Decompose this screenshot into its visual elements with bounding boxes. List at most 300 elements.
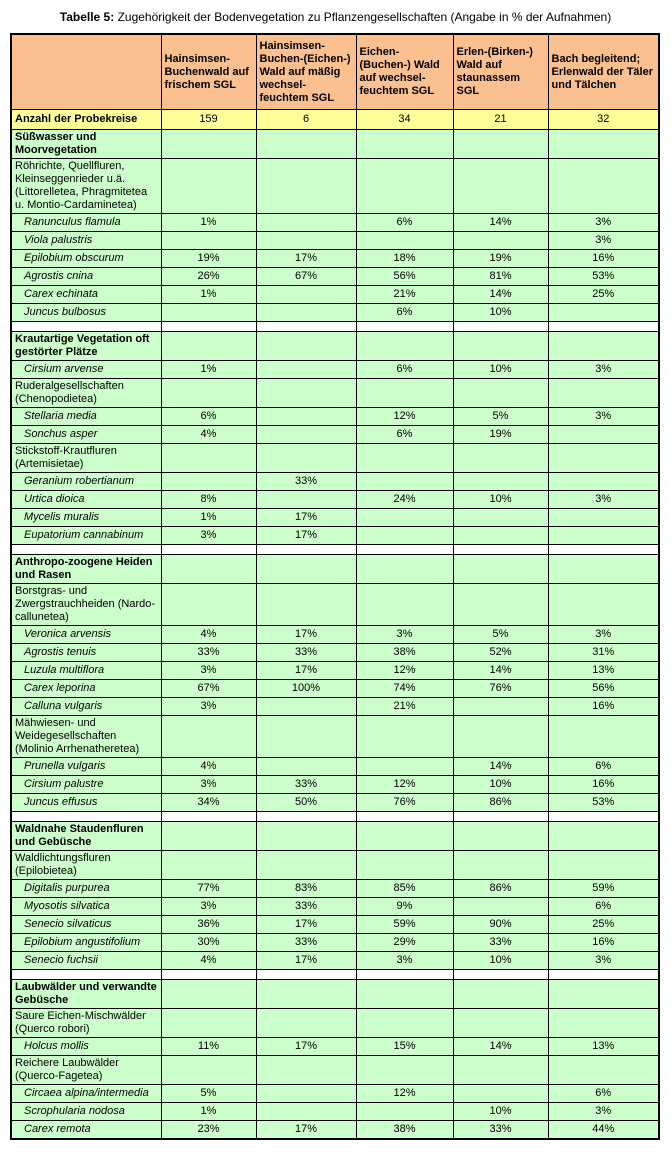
- value-cell: [453, 1056, 548, 1085]
- value-cell: [453, 555, 548, 584]
- value-cell: [161, 584, 256, 626]
- section-row: [11, 822, 659, 851]
- row-label: Luzula multiflora: [11, 662, 161, 680]
- value-cell: 44%: [548, 1121, 659, 1140]
- row-label: Urtica dioica: [11, 491, 161, 509]
- value-cell: 67%: [256, 268, 356, 286]
- value-cell: 8%: [161, 491, 256, 509]
- value-cell: 3%: [548, 491, 659, 509]
- row-label: Calluna vulgaris: [11, 698, 161, 716]
- subgroup-row: [11, 444, 659, 473]
- value-cell: [256, 1056, 356, 1085]
- value-cell: [453, 527, 548, 545]
- value-cell: 19%: [453, 250, 548, 268]
- value-cell: 1%: [161, 1103, 256, 1121]
- value-cell: [161, 130, 256, 159]
- species-row: [11, 250, 659, 268]
- row-label: Stellaria media: [11, 408, 161, 426]
- value-cell: [356, 822, 453, 851]
- value-cell: 3%: [161, 776, 256, 794]
- column-header-2: Hainsimsen-Buchen-(Eichen-) Wald auf mäßig wechsel-feuchtem SGL: [256, 34, 356, 110]
- value-cell: [453, 812, 548, 822]
- value-cell: 3%: [161, 662, 256, 680]
- value-cell: [548, 444, 659, 473]
- value-cell: [356, 159, 453, 214]
- value-cell: [453, 980, 548, 1009]
- column-header-3: Eichen-(Buchen-) Wald auf wechsel-feuchtem SGL: [356, 34, 453, 110]
- row-label: Laubwälder und verwandte Gebüsche: [11, 980, 161, 1009]
- table-body: [11, 110, 659, 1140]
- value-cell: 33%: [256, 473, 356, 491]
- value-cell: 3%: [356, 952, 453, 970]
- value-cell: 5%: [161, 1085, 256, 1103]
- value-cell: [453, 232, 548, 250]
- row-label: Viola palustris: [11, 232, 161, 250]
- species-row: [11, 934, 659, 952]
- row-label: Carex echinata: [11, 286, 161, 304]
- value-cell: 1%: [161, 361, 256, 379]
- value-cell: [256, 716, 356, 758]
- value-cell: 6%: [548, 1085, 659, 1103]
- row-label: Mycelis muralis: [11, 509, 161, 527]
- value-cell: 4%: [161, 426, 256, 444]
- value-cell: 6%: [548, 898, 659, 916]
- row-label: Scrophularia nodosa: [11, 1103, 161, 1121]
- value-cell: 12%: [356, 776, 453, 794]
- value-cell: [548, 812, 659, 822]
- count-row: [11, 110, 659, 130]
- value-cell: 3%: [356, 626, 453, 644]
- value-cell: [453, 851, 548, 880]
- value-cell: [548, 473, 659, 491]
- row-label: Senecio fuchsii: [11, 952, 161, 970]
- value-cell: [161, 332, 256, 361]
- value-cell: 33%: [453, 1121, 548, 1140]
- subgroup-row: [11, 379, 659, 408]
- row-label: Waldlichtungsfluren (Epilobietea): [11, 851, 161, 880]
- value-cell: [453, 332, 548, 361]
- value-cell: 34: [356, 110, 453, 130]
- value-cell: 17%: [256, 250, 356, 268]
- row-label: Süßwasser und Moorvegetation: [11, 130, 161, 159]
- value-cell: [256, 214, 356, 232]
- value-cell: [453, 1085, 548, 1103]
- value-cell: 11%: [161, 1038, 256, 1056]
- row-label: Krautartige Vegetation oft gestörter Plätze: [11, 332, 161, 361]
- value-cell: 1%: [161, 286, 256, 304]
- value-cell: [256, 322, 356, 332]
- value-cell: 3%: [548, 1103, 659, 1121]
- value-cell: 100%: [256, 680, 356, 698]
- value-cell: 1%: [161, 214, 256, 232]
- value-cell: [453, 379, 548, 408]
- value-cell: 15%: [356, 1038, 453, 1056]
- species-row: [11, 473, 659, 491]
- value-cell: [356, 758, 453, 776]
- value-cell: 53%: [548, 268, 659, 286]
- species-row: [11, 509, 659, 527]
- value-cell: 3%: [548, 361, 659, 379]
- value-cell: 16%: [548, 934, 659, 952]
- value-cell: 3%: [548, 626, 659, 644]
- value-cell: 25%: [548, 916, 659, 934]
- vegetation-table: [10, 33, 660, 1140]
- value-cell: 6: [256, 110, 356, 130]
- value-cell: [256, 698, 356, 716]
- value-cell: 36%: [161, 916, 256, 934]
- subgroup-row: [11, 159, 659, 214]
- species-row: [11, 1038, 659, 1056]
- value-cell: 14%: [453, 758, 548, 776]
- value-cell: [256, 408, 356, 426]
- value-cell: [548, 332, 659, 361]
- species-row: [11, 916, 659, 934]
- value-cell: [161, 1056, 256, 1085]
- value-cell: 34%: [161, 794, 256, 812]
- value-cell: [453, 1009, 548, 1038]
- value-cell: [256, 286, 356, 304]
- value-cell: 13%: [548, 662, 659, 680]
- value-cell: [548, 970, 659, 980]
- subgroup-row: [11, 851, 659, 880]
- section-row: [11, 980, 659, 1009]
- value-cell: [256, 130, 356, 159]
- value-cell: [548, 1009, 659, 1038]
- row-label: Stickstoff-Krautfluren (Artemisietae): [11, 444, 161, 473]
- value-cell: [548, 426, 659, 444]
- species-row: [11, 214, 659, 232]
- section-row: [11, 332, 659, 361]
- value-cell: 6%: [356, 361, 453, 379]
- value-cell: [548, 527, 659, 545]
- row-label: Agrostis cnina: [11, 268, 161, 286]
- row-label: Anzahl der Probekreise: [11, 110, 161, 130]
- table-title: [0, 0, 671, 24]
- species-row: [11, 527, 659, 545]
- value-cell: 21%: [356, 698, 453, 716]
- value-cell: [161, 159, 256, 214]
- row-label: Senecio silvaticus: [11, 916, 161, 934]
- value-cell: [256, 304, 356, 322]
- species-row: [11, 426, 659, 444]
- value-cell: 10%: [453, 304, 548, 322]
- row-label: Juncus bulbosus: [11, 304, 161, 322]
- value-cell: 26%: [161, 268, 256, 286]
- value-cell: 33%: [453, 934, 548, 952]
- value-cell: 17%: [256, 509, 356, 527]
- value-cell: [256, 822, 356, 851]
- row-label: Röhrichte, Quellfluren, Kleinseggenrieder u.ä. (Littorelletea, Phragmitetea u. Montio-Cardaminetea): [11, 159, 161, 214]
- species-row: [11, 794, 659, 812]
- value-cell: [256, 426, 356, 444]
- value-cell: 3%: [548, 408, 659, 426]
- value-cell: [356, 584, 453, 626]
- row-label: Agrostis tenuis: [11, 644, 161, 662]
- row-label: Geranium robertianum: [11, 473, 161, 491]
- value-cell: [161, 555, 256, 584]
- table-header: [11, 34, 659, 110]
- row-label: [11, 812, 161, 822]
- row-label: Cirsium arvense: [11, 361, 161, 379]
- value-cell: [356, 1103, 453, 1121]
- value-cell: [548, 159, 659, 214]
- value-cell: 6%: [356, 214, 453, 232]
- value-cell: 17%: [256, 952, 356, 970]
- species-row: [11, 1085, 659, 1103]
- value-cell: [161, 851, 256, 880]
- value-cell: 86%: [453, 880, 548, 898]
- value-cell: 17%: [256, 916, 356, 934]
- value-cell: 159: [161, 110, 256, 130]
- value-cell: [453, 159, 548, 214]
- value-cell: 21: [453, 110, 548, 130]
- row-label: Epilobium obscurum: [11, 250, 161, 268]
- species-row: [11, 758, 659, 776]
- value-cell: 33%: [256, 898, 356, 916]
- value-cell: [256, 332, 356, 361]
- value-cell: 56%: [548, 680, 659, 698]
- row-label: Anthropo-zoogene Heiden und Rasen: [11, 555, 161, 584]
- row-label: Borstgras- und Zwergstrauchheiden (Nardo-callunetea): [11, 584, 161, 626]
- subgroup-row: [11, 584, 659, 626]
- value-cell: 3%: [548, 952, 659, 970]
- subgroup-row: [11, 716, 659, 758]
- value-cell: [161, 304, 256, 322]
- species-row: [11, 408, 659, 426]
- row-label: Prunella vulgaris: [11, 758, 161, 776]
- value-cell: 77%: [161, 880, 256, 898]
- value-cell: [256, 444, 356, 473]
- value-cell: [453, 584, 548, 626]
- value-cell: [356, 332, 453, 361]
- row-label: [11, 970, 161, 980]
- value-cell: [356, 509, 453, 527]
- species-row: [11, 1121, 659, 1140]
- value-cell: 21%: [356, 286, 453, 304]
- value-cell: 3%: [161, 527, 256, 545]
- value-cell: 33%: [161, 644, 256, 662]
- value-cell: [256, 758, 356, 776]
- value-cell: [356, 851, 453, 880]
- value-cell: 25%: [548, 286, 659, 304]
- value-cell: [548, 555, 659, 584]
- value-cell: [356, 980, 453, 1009]
- value-cell: 32: [548, 110, 659, 130]
- row-label: Ruderalgesellschaften (Chenopodietea): [11, 379, 161, 408]
- value-cell: [256, 970, 356, 980]
- header-row: [11, 34, 659, 110]
- value-cell: [453, 898, 548, 916]
- species-row: [11, 491, 659, 509]
- value-cell: 6%: [161, 408, 256, 426]
- row-label: Sonchus asper: [11, 426, 161, 444]
- row-label: [11, 545, 161, 555]
- separator-row: [11, 545, 659, 555]
- value-cell: 6%: [356, 426, 453, 444]
- value-cell: [548, 716, 659, 758]
- table-title-prefix: Tabelle 5:: [59, 10, 115, 24]
- value-cell: 3%: [548, 214, 659, 232]
- value-cell: [356, 232, 453, 250]
- value-cell: [256, 491, 356, 509]
- species-row: [11, 626, 659, 644]
- value-cell: 16%: [548, 698, 659, 716]
- value-cell: 3%: [161, 698, 256, 716]
- species-row: [11, 776, 659, 794]
- value-cell: 14%: [453, 286, 548, 304]
- value-cell: [548, 851, 659, 880]
- value-cell: [256, 1009, 356, 1038]
- value-cell: 5%: [453, 408, 548, 426]
- value-cell: 33%: [256, 644, 356, 662]
- value-cell: [161, 322, 256, 332]
- value-cell: [453, 822, 548, 851]
- value-cell: [548, 980, 659, 1009]
- value-cell: [356, 716, 453, 758]
- value-cell: [256, 1085, 356, 1103]
- column-header-1: Hainsimsen-Buchenwald auf frischem SGL: [161, 34, 256, 110]
- value-cell: [548, 545, 659, 555]
- value-cell: [161, 970, 256, 980]
- row-label: Mähwiesen- und Weidegesellschaften (Molinio Arrhenatheretea): [11, 716, 161, 758]
- value-cell: [256, 851, 356, 880]
- table-title-text: Zugehörigkeit der Bodenvegetation zu Pflanzengesellschaften (Angabe in % der Aufnahmen): [117, 10, 612, 24]
- species-row: [11, 952, 659, 970]
- value-cell: [256, 159, 356, 214]
- value-cell: [548, 822, 659, 851]
- separator-row: [11, 812, 659, 822]
- value-cell: 1%: [161, 509, 256, 527]
- row-label: Holcus mollis: [11, 1038, 161, 1056]
- row-label: Cirsium palustre: [11, 776, 161, 794]
- value-cell: [356, 379, 453, 408]
- value-cell: [161, 812, 256, 822]
- value-cell: [256, 379, 356, 408]
- value-cell: [548, 584, 659, 626]
- value-cell: [161, 473, 256, 491]
- value-cell: [161, 232, 256, 250]
- value-cell: [453, 509, 548, 527]
- row-label: Carex remota: [11, 1121, 161, 1140]
- value-cell: 3%: [548, 232, 659, 250]
- value-cell: 10%: [453, 776, 548, 794]
- value-cell: [356, 555, 453, 584]
- value-cell: [548, 1056, 659, 1085]
- subgroup-row: [11, 1056, 659, 1085]
- value-cell: 5%: [453, 626, 548, 644]
- value-cell: 14%: [453, 1038, 548, 1056]
- value-cell: [256, 361, 356, 379]
- value-cell: [356, 970, 453, 980]
- value-cell: [161, 716, 256, 758]
- value-cell: 67%: [161, 680, 256, 698]
- value-cell: 16%: [548, 250, 659, 268]
- species-row: [11, 898, 659, 916]
- value-cell: 50%: [256, 794, 356, 812]
- value-cell: 14%: [453, 214, 548, 232]
- row-label: Saure Eichen-Mischwälder (Querco robori): [11, 1009, 161, 1038]
- value-cell: [453, 545, 548, 555]
- value-cell: [256, 1103, 356, 1121]
- species-row: [11, 361, 659, 379]
- value-cell: 56%: [356, 268, 453, 286]
- corner-cell: [11, 34, 161, 110]
- value-cell: 18%: [356, 250, 453, 268]
- value-cell: [256, 555, 356, 584]
- species-row: [11, 268, 659, 286]
- value-cell: 19%: [453, 426, 548, 444]
- value-cell: [256, 812, 356, 822]
- column-header-4: Erlen-(Birken-) Wald auf staunassem SGL: [453, 34, 548, 110]
- subgroup-row: [11, 1009, 659, 1038]
- value-cell: [256, 545, 356, 555]
- value-cell: 86%: [453, 794, 548, 812]
- species-row: [11, 644, 659, 662]
- row-label: Waldnahe Staudenfluren und Gebüsche: [11, 822, 161, 851]
- row-label: Carex leporina: [11, 680, 161, 698]
- value-cell: 10%: [453, 952, 548, 970]
- value-cell: 59%: [356, 916, 453, 934]
- column-header-5: Bach begleitend; Erlenwald der Täler und Tälchen: [548, 34, 659, 110]
- value-cell: 12%: [356, 1085, 453, 1103]
- value-cell: [256, 980, 356, 1009]
- row-label: Reichere Laubwälder (Querco-Fagetea): [11, 1056, 161, 1085]
- value-cell: [356, 130, 453, 159]
- separator-row: [11, 970, 659, 980]
- value-cell: [356, 473, 453, 491]
- value-cell: 76%: [356, 794, 453, 812]
- value-cell: 30%: [161, 934, 256, 952]
- row-label: Myosotis silvatica: [11, 898, 161, 916]
- species-row: [11, 286, 659, 304]
- species-row: [11, 880, 659, 898]
- value-cell: 29%: [356, 934, 453, 952]
- value-cell: [161, 379, 256, 408]
- value-cell: 33%: [256, 934, 356, 952]
- section-row: [11, 130, 659, 159]
- value-cell: [453, 970, 548, 980]
- value-cell: [161, 822, 256, 851]
- value-cell: 4%: [161, 758, 256, 776]
- species-row: [11, 662, 659, 680]
- value-cell: 38%: [356, 1121, 453, 1140]
- value-cell: [453, 473, 548, 491]
- value-cell: [356, 444, 453, 473]
- value-cell: 23%: [161, 1121, 256, 1140]
- value-cell: 10%: [453, 491, 548, 509]
- value-cell: 85%: [356, 880, 453, 898]
- value-cell: 33%: [256, 776, 356, 794]
- value-cell: 13%: [548, 1038, 659, 1056]
- row-label: Digitalis purpurea: [11, 880, 161, 898]
- value-cell: [548, 509, 659, 527]
- row-label: [11, 322, 161, 332]
- value-cell: 59%: [548, 880, 659, 898]
- value-cell: 10%: [453, 1103, 548, 1121]
- value-cell: [356, 1009, 453, 1038]
- value-cell: [453, 322, 548, 332]
- value-cell: [256, 584, 356, 626]
- value-cell: 24%: [356, 491, 453, 509]
- separator-row: [11, 322, 659, 332]
- value-cell: [161, 980, 256, 1009]
- value-cell: [548, 322, 659, 332]
- value-cell: [256, 232, 356, 250]
- value-cell: [548, 304, 659, 322]
- value-cell: [453, 130, 548, 159]
- value-cell: 10%: [453, 361, 548, 379]
- value-cell: 74%: [356, 680, 453, 698]
